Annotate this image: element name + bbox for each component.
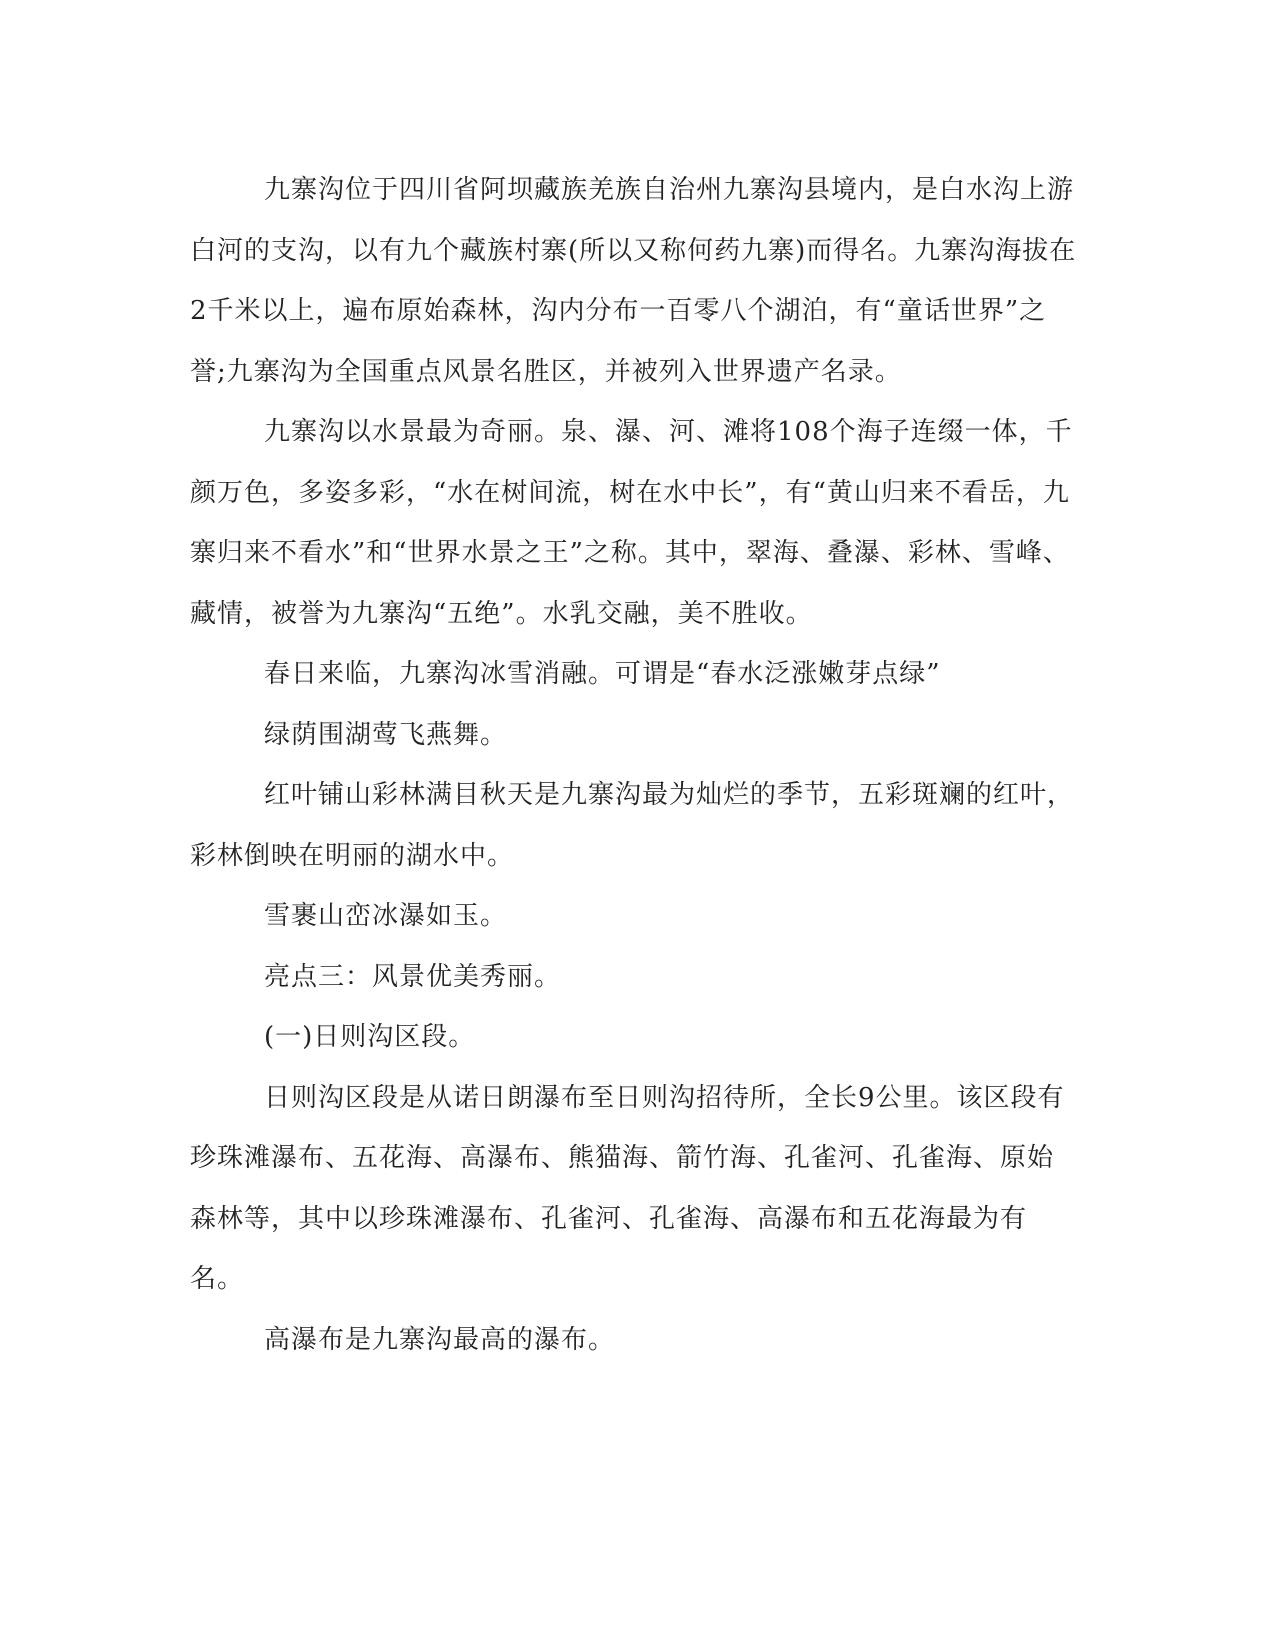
paragraph-1: 九寨沟位于四川省阿坝藏族羌族自治州九寨沟县境内，是白水沟上游白河的支沟，以有九个藏族村寨(所以又称何药九寨)而得名。九寨沟海拔在2千米以上，遍布原始森林，沟内分布一百零八个湖泊，有“童话世界”之誉;九寨沟为全国重点风景名胜区，并被列入世界遗产名录。 xyxy=(190,175,1077,387)
paragraph-5: 红叶铺山彩林满目秋天是九寨沟最为灿烂的季节，五彩斑斓的红叶，彩林倒映在明丽的湖水中。 xyxy=(190,780,1075,871)
document-body xyxy=(190,160,1080,1370)
paragraph-9: 日则沟区段是从诺日朗瀑布至日则沟招待所，全长9公里。该区段有珍珠滩瀑布、五花海、高瀑布、熊猫海、箭竹海、孔雀河、孔雀海、原始森林等，其中以珍珠滩瀑布、孔雀河、孔雀海、高瀑布和五花海最为有名。 xyxy=(190,1082,1065,1294)
paragraph-6: 雪裹山峦冰瀑如玉。 xyxy=(264,901,508,931)
paragraph-7: 亮点三：风景优美秀丽。 xyxy=(264,961,562,992)
paragraph-10: 高瀑布是九寨沟最高的瀑布。 xyxy=(264,1324,616,1355)
paragraph-4: 绿荫围湖莺飞燕舞。 xyxy=(264,719,508,750)
paragraph-8: (一)日则沟区段。 xyxy=(264,1022,476,1052)
paragraph-2: 九寨沟以水景最为奇丽。泉、瀑、河、滩将108个海子连缀一体，千颜万色，多姿多彩，“水在树间流，树在水中长”，有“黄山归来不看岳，九寨归来不看水”和“世界水景之王”之称。其中，翠海、叠瀑、彩林、雪峰、藏情，被誉为九寨沟“五绝”。水乳交融，美不胜收。 xyxy=(190,417,1073,629)
paragraph-3: 春日来临，九寨沟冰雪消融。可谓是“春水泛涨嫩芽点绿” xyxy=(264,659,941,689)
